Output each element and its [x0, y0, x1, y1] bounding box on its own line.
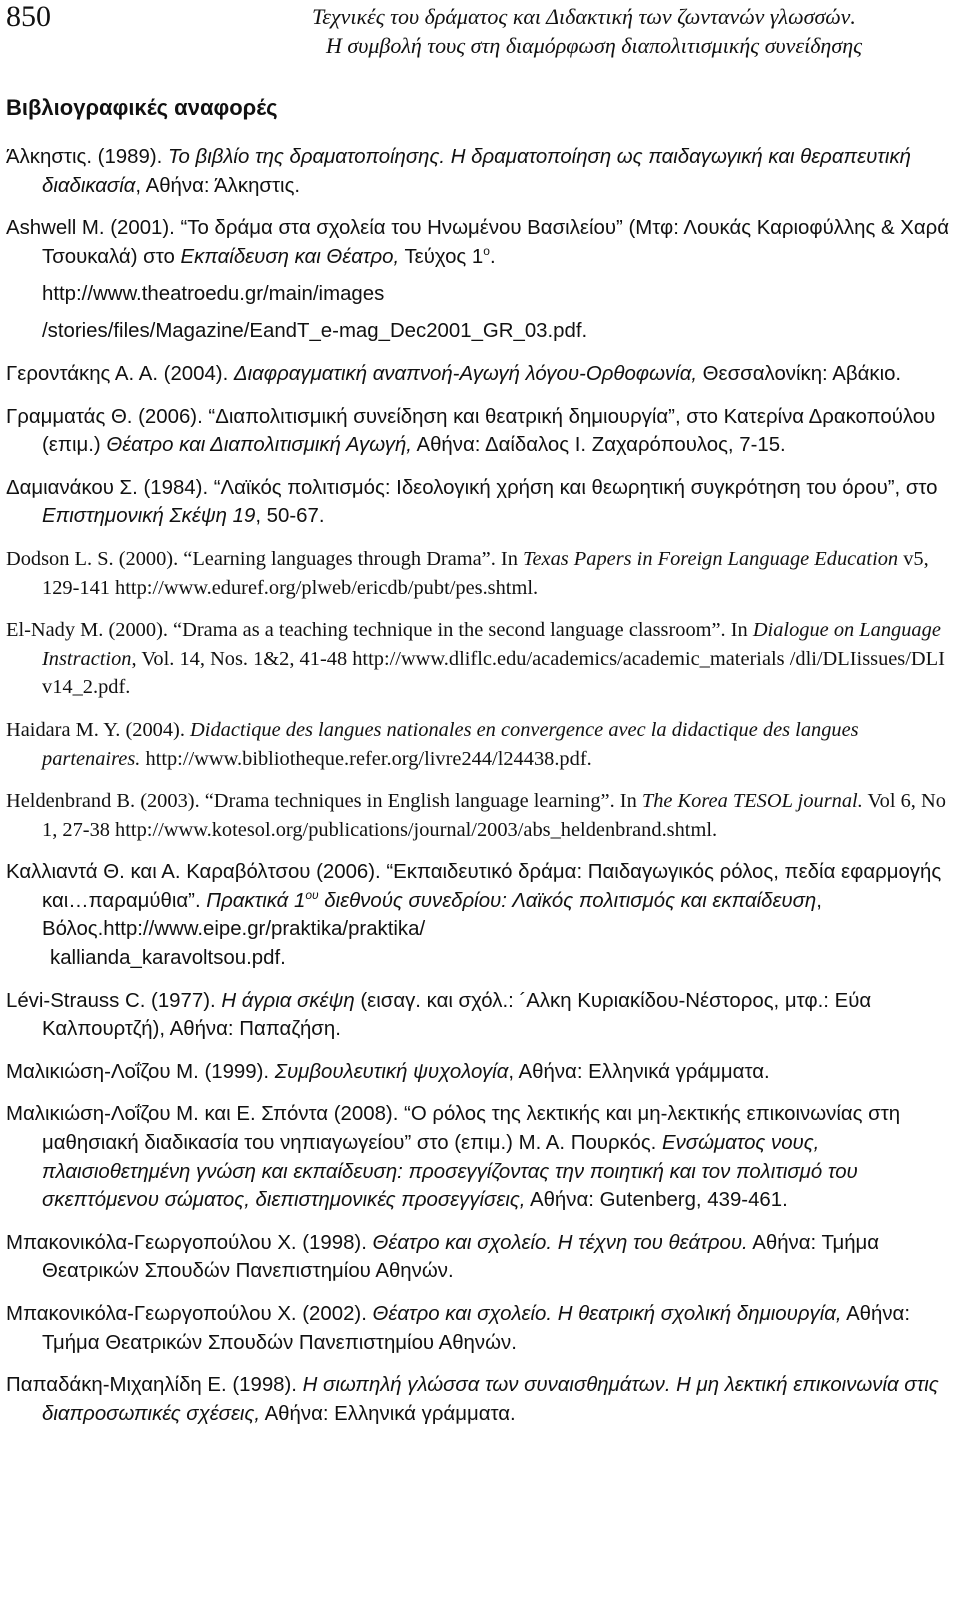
reference-item: Dodson L. S. (2000). “Learning languages through Drama”. In Texas Papers in Foreign Language Education v5, 129-141 http://www.eduref.org/plweb/ericdb/pubt/pes.shtml. [6, 547, 929, 599]
reference-item: Γεροντάκης Α. Α. (2004). Διαφραγματική αναπνοή-Αγωγή λόγου-Ορθοφωνία, Θεσσαλονίκη: Αβάκιο. [6, 362, 902, 385]
reference-item: Haidara M. Y. (2004). Didactique des langues nationales en convergence avec la didactique des langues partenaires. http://www.bibliotheque.refer.org/livre244/l24438.pdf. [6, 718, 859, 770]
reference-url: /stories/files/Magazine/EandT_e-mag_Dec2001_GR_03.pdf. [42, 320, 588, 343]
reference-item: Παπαδάκη-Μιχαηλίδη Ε. (1998). Η σιωπηλή γλώσσα των συναισθημάτων. Η μη λεκτική επικοινωνία στις διαπροσωπικές σχέσεις, Αθήνα: Ελληνικά γράμματα. [6, 1374, 939, 1425]
reference-item: Μπακονικόλα-Γεωργοπούλου Χ. (1998). Θέατρο και σχολείο. Η τέχνη του θεάτρου. Αθήνα: Τμήμα Θεατρικών Σπουδών Πανεπιστημίου Αθηνών. [6, 1231, 880, 1283]
reference-item: Μαλικιώση-Λοΐζου Μ. και Ε. Σπόντα (2008). “Ο ρόλος της λεκτικής και μη-λεκτικής επικοινωνίας στη μαθησιακή διαδικασία του νηπιαγωγείου” στο (επιμ.) Μ. Α. Πουρκός. Ενσώματος νους, πλαισιοθετημένη γνώση και εκπαίδευση: προσεγγίζοντας την ποιητική και τον πολιτισμό του σκεπτόμενου σώματος, διεπιστημονικές προσεγγίσεις, Αθήνα: Gutenberg, 439-461. [6, 1103, 901, 1212]
running-head-line-1: Τεχνικές του δράματος και Διδακτική των ζωντανών γλωσσών. [312, 4, 856, 29]
reference-item: Lévi-Strauss C. (1977). Η άγρια σκέψη (εισαγ. και σχόλ.: ´Αλκη Κυριακίδου-Νέστορος, μτφ.: Εύα Καλπουρτζή), Αθήνα: Παπαζήση. [6, 989, 872, 1041]
reference-item: Δαμιανάκου Σ. (1984). “Λαϊκός πολιτισμός: Ιδεολογική χρήση και θεωρητική συγκρότηση του όρου”, στο Επιστημονική Σκέψη 19, 50-67. [6, 476, 938, 528]
reference-item: Μαλικιώση-Λοΐζου Μ. (1999). Συμβουλευτική ψυχολογία, Αθήνα: Ελληνικά γράμματα. [6, 1060, 770, 1083]
page-number: 850 [6, 0, 51, 33]
reference-url: kallianda_karavoltsou.pdf. [50, 947, 286, 970]
running-head [312, 2, 952, 60]
reference-list [6, 143, 954, 1442]
running-head-line-2: Η συμβολή τους στη διαμόρφωση διαπολιτισμικής συνείδησης [326, 33, 863, 58]
reference-item: Μπακονικόλα-Γεωργοπούλου Χ. (2002). Θέατρο και σχολείο. Η θεατρική σχολική δημιουργία, Αθήνα: Τμήμα Θεατρικών Σπουδών Πανεπιστημίου Αθηνών. [6, 1303, 911, 1354]
reference-item: Γραμματάς Θ. (2006). “Διαπολιτισμική συνείδηση και θεατρική δημιουργία”, στο Κατερίνα Δρακοπούλου (επιμ.) Θέατρο και Διαπολιτισμική Αγωγή, Αθήνα: Δαίδαλος Ι. Ζαχαρόπουλος, 7-15. [6, 405, 936, 457]
reference-item: El-Nady M. (2000). “Drama as a teaching technique in the second language classroom”. In Dialogue on Language Instraction, Vol. 14, Nos. 1&2, 41-48 http://www.dliflc.edu/academics/academic_materials /dli/DLIissues/DLI v14_2.pdf. [6, 619, 945, 699]
reference-url: http://www.theatroedu.gr/main/images [42, 283, 385, 306]
reference-item: Heldenbrand B. (2003). “Drama techniques in English language learning”. In The Korea TESOL journal. Vol 6, No 1, 27-38 http://www.kotesol.org/publications/journal/2003/abs_heldenbrand.shtml. [6, 790, 946, 841]
reference-item: Άλκηστις. (1989). Το βιβλίο της δραματοποίησης. Η δραματοποίηση ως παιδαγωγική και θεραπευτική διαδικασία, Αθήνα: Άλκηστις. [6, 146, 911, 197]
reference-item: Ashwell M. (2001). “Το δράμα στα σχολεία του Ηνωμένου Βασιλείου” (Μτφ: Λουκάς Καριοφύλλης & Χαρά Τσουκαλά) στο Εκπαίδευση και Θέατρο, Τεύχος $1^o$. http://www.theatroedu.gr/main/images /stories/files/Magazine/EandT_e-mag_Dec2001_GR_03.pdf. [6, 214, 954, 346]
section-title: Βιβλιογραφικές αναφορές [6, 95, 278, 120]
reference-item: Καλλιαντά Θ. και Α. Καραβόλτσου (2006). “Εκπαιδευτικό δράμα: Παιδαγωγικός ρόλος, πεδία εφαρμογής και…παραμύθια”. Πρακτικά $1^{o\upsilon}$ διεθνούς συνεδρίου: Λαϊκός πολιτισμός και εκπαίδευση, Βόλος.http://www.eipe.gr/praktika/praktika/ kallianda_karavoltsou.pdf. [6, 858, 954, 972]
